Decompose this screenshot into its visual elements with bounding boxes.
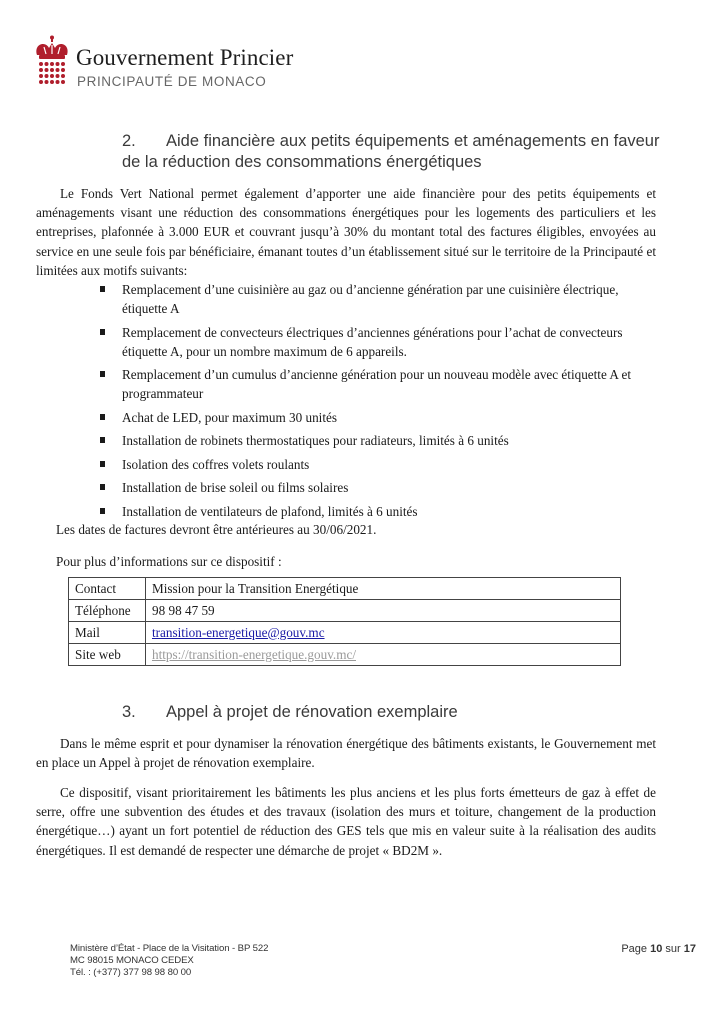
- bullet-square-icon: [100, 371, 105, 377]
- bullet-square-icon: [100, 414, 105, 420]
- table-row: [69, 578, 621, 600]
- contact-table: [68, 577, 621, 666]
- table-row: [69, 644, 621, 666]
- table-row: [69, 600, 621, 622]
- invoice-dates-note: Les dates de factures devront être antérieures au 30/06/2021.: [56, 522, 377, 537]
- list-item: Remplacement d’une cuisinière au gaz ou d’ancienne génération par une cuisinière électrique, étiquette A: [96, 280, 666, 318]
- logo-title: Gouvernement Princier: [76, 45, 294, 70]
- section-3-number: 3.: [122, 703, 136, 721]
- bullet-square-icon: [100, 437, 105, 443]
- mail-label: Mail: [69, 622, 146, 644]
- page-current: 10: [650, 943, 663, 955]
- bullet-square-icon: [100, 329, 105, 335]
- list-item: Installation de brise soleil ou films solaires: [96, 478, 666, 497]
- contact-label: Contact: [69, 578, 146, 600]
- bullet-square-icon: [100, 286, 105, 292]
- list-item: Isolation des coffres volets roulants: [96, 455, 666, 474]
- section-2-number: 2.: [122, 132, 136, 150]
- page-total: 17: [683, 943, 696, 955]
- section-2-title: Aide financière aux petits équipements et aménagements en faveur de la réduction des consommations énergétiques: [122, 132, 660, 171]
- eligible-items-list: [96, 280, 666, 525]
- mail-link[interactable]: transition-energetique@gouv.mc: [152, 624, 325, 640]
- footer-address-line-1: Ministère d’État - Place de la Visitation - BP 522: [70, 943, 269, 954]
- bullet-square-icon: [100, 484, 105, 490]
- list-item: Installation de robinets thermostatiques pour radiateurs, limités à 6 unités: [96, 431, 666, 450]
- list-item: Remplacement d’un cumulus d’ancienne génération pour un nouveau modèle avec étiquette A et programmateur: [96, 365, 666, 403]
- section-3-title: Appel à projet de rénovation exemplaire: [166, 703, 458, 721]
- list-item: Achat de LED, pour maximum 30 unités: [96, 408, 666, 427]
- section-3-heading: [122, 702, 458, 723]
- list-item: Remplacement de convecteurs électriques d’anciennes générations pour l’achat de convecteurs étiquette A, pour un nombre maximum de 6 appareils.: [96, 323, 666, 361]
- section-3-paragraph-2: Ce dispositif, visant prioritairement les bâtiments les plus anciens et les plus forts émetteurs de gaz à effet de serre, offre une subvention des études et des travaux (isolation des murs et toiture, changement de la production énergétique…) ayant un fort potentiel de réduction des GES tels que mis en valeur suite à la réalisation des audits énergétiques. Il est demandé de respecter une démarche de projet « BD2M ».: [36, 785, 656, 858]
- info-intro: Pour plus d’informations sur ce dispositif :: [56, 554, 282, 569]
- section-2-intro: Le Fonds Vert National permet également d’apporter une aide financière pour des petits équipements et aménagements visant une réduction des consommations énergétiques pour les logements des particuliers et les entreprises, plafonnée à 3.000 EUR et couvrant jusqu’à 30% du montant total des factures éligibles, envoyées au service en une seule fois par bénéficiaire, émanant toutes d’un établissement situé sur le territoire de la Principauté et limitées aux motifs suivants:: [36, 186, 656, 278]
- table-row: [69, 622, 621, 644]
- footer-address-line-2: MC 98015 MONACO CEDEX: [70, 955, 194, 967]
- footer-address: [70, 943, 268, 980]
- section-3-paragraph-1: Dans le même esprit et pour dynamiser la rénovation énergétique des bâtiments existants, le Gouvernement met en place un Appel à projet de rénovation exemplaire.: [36, 736, 656, 771]
- section-2-heading: [122, 131, 682, 173]
- logo-subtitle: PRINCIPAUTÉ DE MONACO: [77, 74, 267, 89]
- phone-value: 98 98 47 59: [146, 600, 621, 622]
- contact-value: Mission pour la Transition Energétique: [146, 578, 621, 600]
- website-label: Site web: [69, 644, 146, 666]
- page-number: Page 10 sur 17: [621, 943, 696, 955]
- list-item: Installation de ventilateurs de plafond, limités à 6 unités: [96, 502, 666, 521]
- monaco-crown-emblem-icon: [34, 35, 70, 91]
- bullet-square-icon: [100, 461, 105, 467]
- website-link[interactable]: https://transition-energetique.gouv.mc/: [152, 646, 356, 662]
- bullet-square-icon: [100, 508, 105, 514]
- phone-label: Téléphone: [69, 600, 146, 622]
- footer-address-line-3: Tél. : (+377) 377 98 98 80 00: [70, 967, 192, 979]
